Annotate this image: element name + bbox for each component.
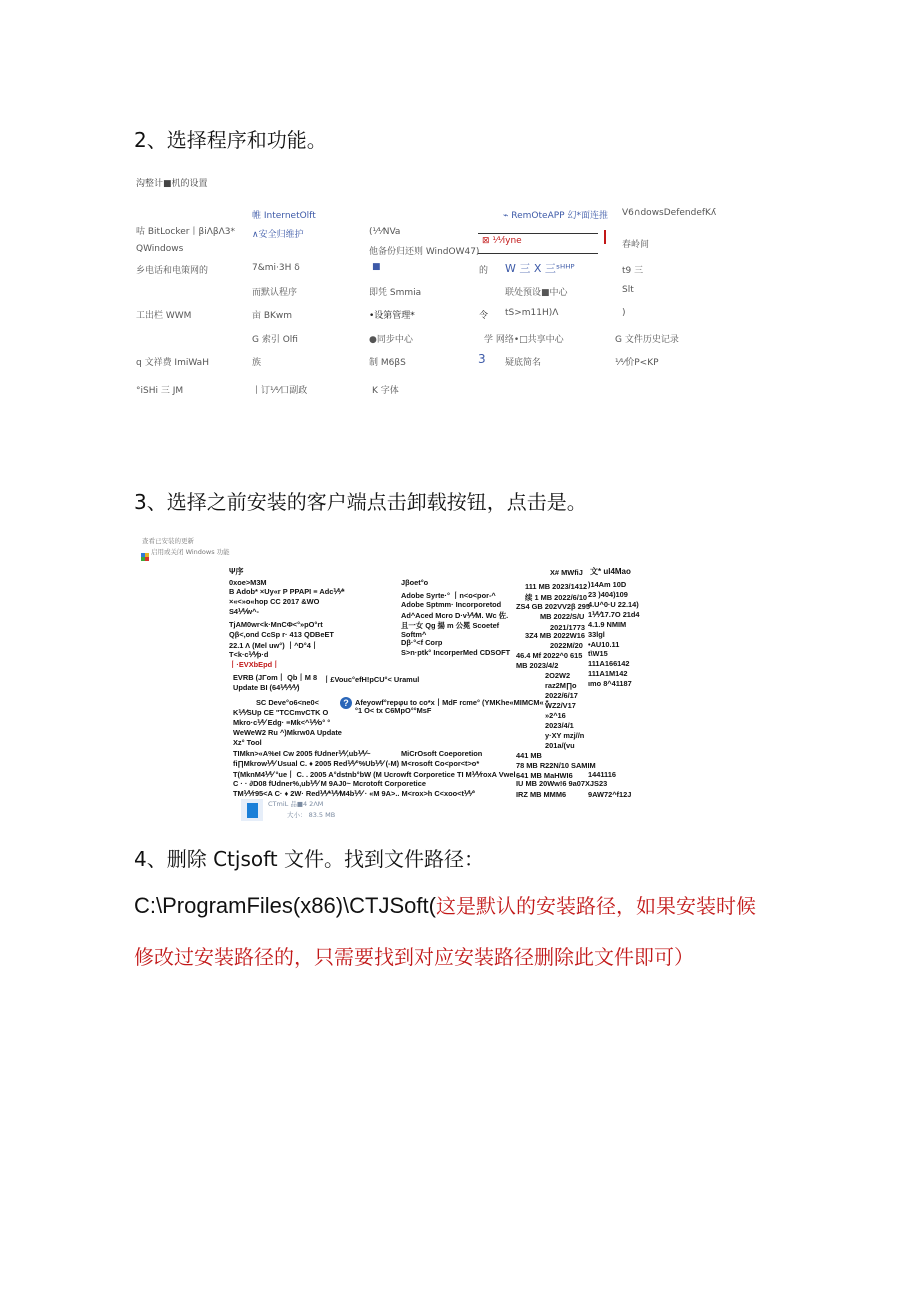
version-cell: 111A166142 [588,659,630,668]
control-panel-header: 沟整计■机的设置 [136,179,208,189]
cp-item-device-manager[interactable]: •设第管理* [369,311,415,321]
program-row[interactable]: ×«<»o«hop CC 2017 &WO [229,597,320,606]
size-date-cell: ZS4 GB 202VV2β 295 [516,602,590,611]
program-row[interactable]: B Adob* ×Uy«r P PPAPI ≡ Adc⅟⅟* [229,587,345,596]
program-row[interactable]: TjAM0wr<k·MnCΦ<°»pO°rt [229,620,323,629]
version-cell: 23 )404)109 [588,590,628,599]
cp-item-de: 的 [479,266,489,276]
cp-item-remoteapp[interactable]: ⌁ RemOteAPP 幻*面连推 [503,211,608,221]
view-updates-link[interactable]: 查看已安装的更新 [142,537,194,545]
publisher-cell: Adobe Syrte·° 丨n<o<por-^ [401,591,496,600]
program-row[interactable]: Mkro·c⅟⅟ Edg· ≡Mk<^⅟⅟o° ° [233,718,331,727]
program-row[interactable]: T<k·c⅟⅟p·d [229,650,269,659]
version-cell: ιmo 8^41187 [588,679,632,688]
publisher-cell: S>n·ptk° IncorperMed CDSOFT [401,648,511,657]
program-row[interactable]: SC Deve°o6<ne0< [256,698,319,707]
size-date-cell: 2022M/20 [550,641,583,650]
size-date-cell: y·XY mzj//n [545,731,585,740]
cp-item-sync[interactable]: ⊠ ⅟⅟iyne [482,236,522,246]
publisher-cell: Softm^ [401,630,427,639]
program-row[interactable]: T(MknM4⅟⅟ °ue丨 C. . 2005 A°dstnb°bW (M Ucrowft Corporetice TI M⅟⅟roxA Vwel [233,770,516,779]
cp-item-indexing[interactable]: G 索引 Olfi [252,335,298,345]
version-cell: 1441116 [588,770,616,779]
cp-item-windows-defender[interactable]: V6∩dowsDefendefKʎ [622,208,717,218]
program-row[interactable]: TIMkn>«A%eI Cw 2005 fUdner⅟⅟,ub⅟⅟~ [233,749,371,758]
cp-item-ishi[interactable]: °iSHi 三 JM [136,386,184,396]
version-cell: t\W15 [588,649,608,658]
publisher-cell: Ad^Aced Mcro D·v⅟⅟M. Wc 佐. [401,611,509,620]
cp-item-paren: ) [622,308,626,318]
program-row[interactable]: C · · ∂D08 fUdner%,ub⅟⅟ M 9AJ0~ Mcrotoft Corporetice [233,779,426,788]
program-row[interactable]: 0xoe>M3M [229,578,267,587]
step2-heading: 2、选择程序和功能。 [134,128,327,152]
cp-item-short-name[interactable]: 疑底简名 [505,358,542,368]
cp-item-credentials[interactable]: 即凭 Smmia [369,288,422,298]
cp-item-bitlocker[interactable]: 咕 BitLocker丨βiΛβΛ3* [136,227,236,237]
version-cell: 4.U^0·U 22.14) [588,600,639,609]
cp-item-ling: 令 [479,311,489,321]
version-cell: 111A1M142 [588,669,628,678]
windows-features-link[interactable]: 启用或关闭 Windows 功能 [151,548,230,556]
program-row[interactable]: Update BI (64⅟⅟⅟⅟) [233,683,300,692]
size-date-cell: 111 MB 2023/1412 [525,582,588,591]
size-date-cell: raz2M∏o [545,681,577,690]
size-date-cell: »2^16 [545,711,566,720]
cp-item-phone-modem[interactable]: 乡电话和电策网的 [136,266,209,276]
version-cell: •AU10.11 [588,640,620,649]
shield-icon [141,546,149,554]
cp-item-slt[interactable]: Slt [622,285,634,295]
version-cell: )14Am 10D [588,580,627,589]
cp-item-kp[interactable]: ⅟⅟价P<KP [615,358,659,368]
dialog-message: Afeyowf°repφu to co*x丨MdF rcme° (YMKhe«MIMCM« * [355,698,549,707]
cp-item-security-maintenance[interactable]: ∧安全归维护 [252,230,304,240]
program-row[interactable]: K⅟⅟SUp CE "TCCmvCTK O [233,708,329,717]
size-date-cell: X# MWfiJ [550,568,583,577]
step4-heading: 4、删除 Ctjsoft 文件。找到文件路径： [134,847,484,871]
question-icon: ? [340,697,352,709]
install-path: C:\ProgramFiles(x86)\CTJSoft( [134,893,436,918]
cp-item-fonts[interactable]: K 字体 [372,386,399,396]
version-cell: 9AW72^f12J [588,790,632,799]
install-path-note: 这是默认的安装路径，如果安装时候 [435,894,756,918]
program-row[interactable]: 22.1 Λ (Mel uw°) 丨^D°4丨 [229,641,319,650]
cp-item-sync-center[interactable]: ●同步中心 [369,335,413,345]
program-icon [241,799,263,821]
program-row[interactable]: Xz° Tool [233,738,262,747]
cp-item-bkwm[interactable]: 亩 BKwm [252,311,293,321]
cp-item-family[interactable]: 族 [252,358,262,368]
cp-item-windows[interactable]: QWindows [136,244,184,254]
cp-item-internet-options[interactable]: 帷 InternetOlft [252,211,316,221]
cp-item-device-center[interactable]: 联处预设■中心 [505,288,568,298]
publisher-cell: Dβ·°<f Corp [401,638,443,647]
version-cell: 4.1.9 NMIM [588,620,627,629]
size-date-cell: MB 2022/S/U [540,612,585,621]
publisher-cell: Adobe Sptmm· Incorporetod [401,600,502,609]
program-row-extra: 丨£Vouc°efH!pCU°< Uramul [323,675,420,684]
step3-heading: 3、选择之前安装的客户端点击卸载按钮，点击是。 [134,490,587,514]
size-date-cell: 续 1 MB 2022/6/10 [525,593,588,602]
program-row[interactable]: EVRB (JΓom丨 Qb丨M 8 [233,673,318,682]
size-date-cell: 46.4 Mf 2022^0 615 [516,651,583,660]
dialog-message-line2: °1 O< tx C6MpO°°MsF [355,706,432,715]
size-date-cell: MB 2023/4/2 [516,661,559,670]
publisher-cell: Jβoet°o [401,578,429,587]
size-date-cell: 3Z4 MB 2022W16 [525,631,585,640]
program-row[interactable]: Qβ<,ond CcSp r· 413 QDBeET [229,630,334,639]
size-date-cell: 2022/6/17 [545,691,578,700]
size-date-cell: 2O2W2 [545,671,571,680]
program-row[interactable]: S4⅟⅟w^- [229,607,259,616]
size-date-cell: 78 MB R22N/10 SAMIM [516,761,596,770]
cp-item-nvidia[interactable]: (⅟⅟NVa [369,227,401,237]
program-row-selected[interactable]: 丨·EVXbEpd丨 [229,660,280,669]
version-header[interactable]: 文* ul4Mao [590,567,631,576]
install-path-line [134,890,756,919]
program-row[interactable]: TM⅟⅟r95<A C· ♦ 2W· Red⅟⅟*⅟⅟M4b⅟⅟ · «M 9A>.. M<rox>h C<xoo<t⅟⅟° [233,789,476,798]
install-path-note-line2: 修改过安装路径的，只需要找到对应安装路径删除此文件即可） [134,945,694,969]
size-date-cell: 201a/(vu [545,741,575,750]
size-date-cell: 2023/4/1 [545,721,574,730]
cp-item-t9[interactable]: t9 三 [622,266,644,276]
selected-program-size: 大小： 83.5 MB [287,811,336,819]
cp-item-network-sharing[interactable]: 学 网络•□共享中心 [484,335,564,345]
cp-item-square: ■ [372,262,381,272]
size-date-cell: IU MB 20Ww!6 9a07XJS23 [516,779,608,788]
cp-item-wx[interactable]: W 三 X 三ˢᴴᴴᴾ [505,262,575,275]
cp-item-default-programs[interactable]: 而默认程序 [252,288,298,298]
cp-item-spring[interactable]: 春岭间 [622,240,650,250]
cp-item-m6bs[interactable]: 制 M6βS [369,358,406,368]
program-row[interactable]: fi∏Mkrow⅟⅟ Usual C. ♦ 2005 Red⅟⅟°%Ub⅟⅟ (-M) M<rosoft Co<por<t>o* [233,759,480,768]
size-date-cell: IRZ MB MMM6 [516,790,567,799]
cp-item-file-history[interactable]: G 文件历史记录 [615,335,679,345]
cp-item-window-policy[interactable]: 丨订⅟⅟口副政 [252,386,308,396]
size-date-cell: 641 MB MaHWI6 [516,771,573,780]
cp-item-backup-restore[interactable]: 他备份归还则 WindOW47) [369,247,480,257]
size-date-cell: WZ2/V17 [545,701,576,710]
selected-program-label: CTmiL 品■4 2ΛM [268,800,324,808]
cp-item-taskbar[interactable]: 工出栏 WWM [136,311,192,321]
name-column-header[interactable]: Ψ序 [229,567,244,576]
cp-item-7mi[interactable]: 7&mi·3H δ [252,263,300,273]
cp-item-mail[interactable]: q 文祥费 ImiWaH [136,358,209,368]
cp-item-3: 3 [478,352,486,366]
cp-item-ts[interactable]: tS>m11H)Λ [505,308,559,318]
publisher-cell: MiCrOsoft Coeporetion [401,749,483,758]
size-date-cell: 2021/1773 [550,623,585,632]
size-date-cell: 441 MB [516,751,542,760]
publisher-cell: 且一女 Qg 揚 m 公冕 Scoetef [401,621,500,630]
version-cell: 33lgl [588,630,605,639]
version-cell: 1⅟⅟17.7O 21d4 [588,610,640,619]
program-row[interactable]: WeWeW2 Ru ^)Mkrw0A Update [233,728,342,737]
